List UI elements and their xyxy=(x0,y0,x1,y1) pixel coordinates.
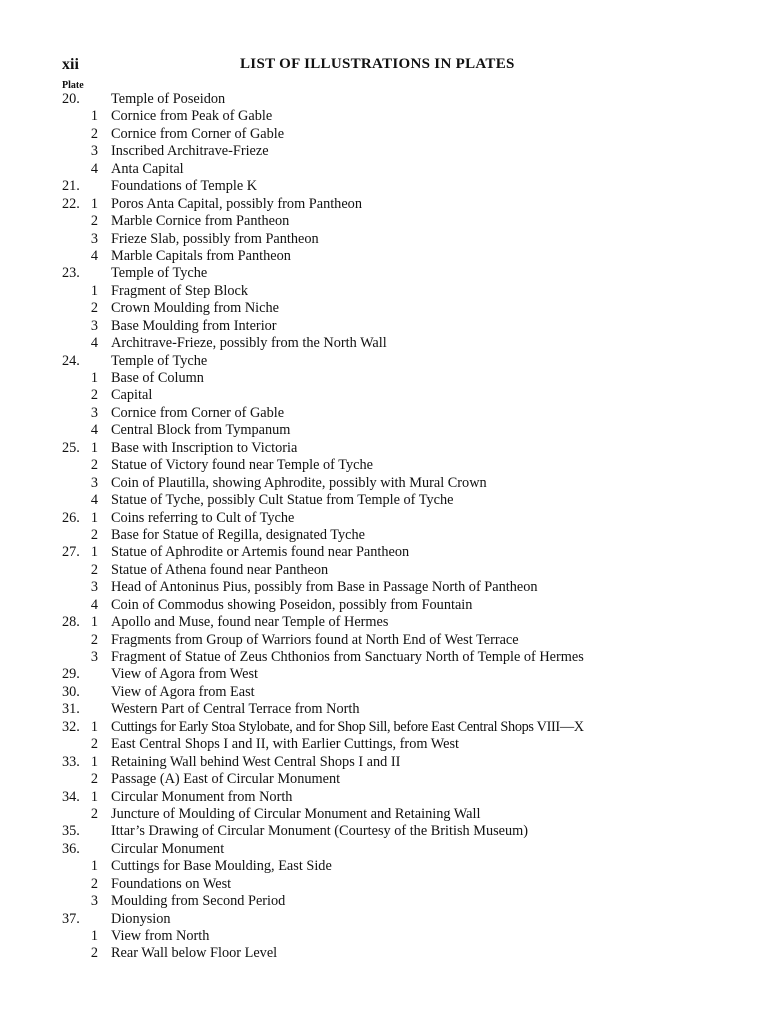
illustration-caption: Foundations of Temple K xyxy=(111,178,258,195)
list-item xyxy=(0,789,759,806)
list-item xyxy=(0,701,759,718)
figure-number: 4 xyxy=(90,422,98,439)
illustration-caption: Foundations on West xyxy=(111,875,232,892)
list-item xyxy=(0,475,759,492)
illustration-caption: Ittar’s Drawing of Circular Monument (Courtesy of the British Museum) xyxy=(111,823,529,840)
plate-number: 21. xyxy=(62,178,80,195)
list-item xyxy=(0,335,759,352)
plate-number: 32. xyxy=(62,718,80,735)
figure-number: 1 xyxy=(90,614,98,631)
plate-number: 37. xyxy=(62,910,80,927)
figure-number: 2 xyxy=(90,125,98,142)
list-item xyxy=(0,300,759,317)
figure-number: 1 xyxy=(90,718,98,735)
list-item xyxy=(0,736,759,753)
list-item xyxy=(0,544,759,561)
illustration-caption: Juncture of Moulding of Circular Monument and Retaining Wall xyxy=(111,805,481,822)
figure-number: 1 xyxy=(90,195,98,212)
illustration-caption: Anta Capital xyxy=(111,160,184,177)
list-item xyxy=(0,405,759,422)
figure-number: 2 xyxy=(90,736,98,753)
list-item xyxy=(0,945,759,962)
figure-number: 1 xyxy=(90,509,98,526)
list-item xyxy=(0,823,759,840)
list-item xyxy=(0,893,759,910)
illustration-caption: Base for Statue of Regilla, designated Tyche xyxy=(111,526,366,543)
figure-number: 3 xyxy=(90,143,98,160)
plate-number: 27. xyxy=(62,544,80,561)
figure-number: 4 xyxy=(90,247,98,264)
plate-number: 34. xyxy=(62,788,80,805)
illustration-caption: Cuttings for Early Stoa Stylobate, and for Shop Sill, before East Central Shops VIII—X xyxy=(111,718,584,735)
illustration-caption: Temple of Tyche xyxy=(111,352,208,369)
list-item xyxy=(0,196,759,213)
list-item xyxy=(0,370,759,387)
list-item xyxy=(0,178,759,195)
illustration-caption: Moulding from Second Period xyxy=(111,893,286,910)
figure-number: 2 xyxy=(90,875,98,892)
list-item xyxy=(0,231,759,248)
list-item xyxy=(0,265,759,282)
illustration-caption: Coins referring to Cult of Tyche xyxy=(111,509,295,526)
illustration-caption: Poros Anta Capital, possibly from Pantheon xyxy=(111,195,362,212)
plate-number: 24. xyxy=(62,352,80,369)
illustration-caption: Statue of Athena found near Pantheon xyxy=(111,561,329,578)
plate-number: 36. xyxy=(62,840,80,857)
figure-number: 1 xyxy=(90,788,98,805)
list-item xyxy=(0,387,759,404)
list-item xyxy=(0,632,759,649)
list-item xyxy=(0,318,759,335)
list-item xyxy=(0,876,759,893)
page-header xyxy=(62,56,662,80)
figure-number: 4 xyxy=(90,596,98,613)
list-item xyxy=(0,928,759,945)
figure-number: 1 xyxy=(90,928,98,944)
plate-number: 31. xyxy=(62,701,80,718)
plate-number: 23. xyxy=(62,265,80,282)
illustration-caption: Architrave-Frieze, possibly from the North Wall xyxy=(111,335,387,352)
plate-number: 25. xyxy=(62,439,80,456)
illustration-caption: Fragments from Group of Warriors found at North End of West Terrace xyxy=(111,631,519,648)
illustration-caption: Coin of Plautilla, showing Aphrodite, possibly with Mural Crown xyxy=(111,474,487,491)
illustration-caption: Coin of Commodus showing Poseidon, possibly from Fountain xyxy=(111,596,473,613)
illustration-caption: Central Block from Tympanum xyxy=(111,422,291,439)
figure-number: 3 xyxy=(90,230,98,247)
illustration-caption: Frieze Slab, possibly from Pantheon xyxy=(111,230,319,247)
illustration-caption: Statue of Aphrodite or Artemis found near Pantheon xyxy=(111,544,410,561)
figure-number: 3 xyxy=(90,579,98,596)
figure-number: 4 xyxy=(90,335,98,352)
list-item xyxy=(0,841,759,858)
illustration-caption: Circular Monument xyxy=(111,840,225,857)
figure-number: 2 xyxy=(90,945,98,962)
figure-number: 4 xyxy=(90,160,98,177)
list-item xyxy=(0,858,759,875)
figure-number: 2 xyxy=(90,300,98,317)
figure-number: 2 xyxy=(90,213,98,230)
plate-number: 28. xyxy=(62,614,80,631)
list-item xyxy=(0,422,759,439)
list-item xyxy=(0,719,759,736)
figure-number: 1 xyxy=(90,544,98,561)
figure-number: 2 xyxy=(90,457,98,474)
illustration-caption: Retaining Wall behind West Central Shops I and II xyxy=(111,753,401,770)
illustration-caption: Head of Antoninus Pius, possibly from Base in Passage North of Pantheon xyxy=(111,579,538,596)
list-item xyxy=(0,510,759,527)
list-item xyxy=(0,126,759,143)
list-item xyxy=(0,492,759,509)
figure-number: 1 xyxy=(90,370,98,386)
plate-number: 33. xyxy=(62,753,80,770)
plate-number: 29. xyxy=(62,666,80,683)
illustration-caption: Cornice from Peak of Gable xyxy=(111,108,273,125)
list-item xyxy=(0,457,759,474)
figure-number: 2 xyxy=(90,771,98,788)
list-item xyxy=(0,161,759,178)
list-item xyxy=(0,353,759,370)
illustration-caption: Rear Wall below Floor Level xyxy=(111,945,278,962)
list-item xyxy=(0,527,759,544)
plate-number: 26. xyxy=(62,509,80,526)
illustration-caption: Cuttings for Base Moulding, East Side xyxy=(111,858,332,875)
plate-number: 30. xyxy=(62,683,80,700)
list-item xyxy=(0,649,759,666)
page-number: xii xyxy=(62,56,79,73)
figure-number: 1 xyxy=(90,753,98,770)
list-item xyxy=(0,579,759,596)
list-item xyxy=(0,108,759,125)
illustration-caption: Cornice from Corner of Gable xyxy=(111,404,285,421)
figure-number: 3 xyxy=(90,404,98,421)
list-item xyxy=(0,754,759,771)
list-item xyxy=(0,213,759,230)
plate-number: 22. xyxy=(62,195,80,212)
figure-number: 2 xyxy=(90,561,98,578)
page-title: LIST OF ILLUSTRATIONS IN PLATES xyxy=(240,56,515,72)
figure-number: 1 xyxy=(90,108,98,125)
illustration-caption: Capital xyxy=(111,387,153,404)
figure-number: 3 xyxy=(90,317,98,334)
illustration-caption: Marble Capitals from Pantheon xyxy=(111,247,291,264)
figure-number: 1 xyxy=(90,282,98,299)
illustration-caption: Western Part of Central Terrace from North xyxy=(111,701,360,718)
figure-number: 4 xyxy=(90,492,98,509)
figure-number: 1 xyxy=(90,858,98,875)
illustration-caption: Statue of Tyche, possibly Cult Statue from Temple of Tyche xyxy=(111,492,454,509)
illustration-caption: Base of Column xyxy=(111,370,204,386)
illustration-caption: Fragment of Step Block xyxy=(111,282,248,299)
illustration-caption: Temple of Poseidon xyxy=(111,91,226,107)
illustration-caption: Circular Monument from North xyxy=(111,788,293,805)
figure-number: 2 xyxy=(90,805,98,822)
illustration-caption: East Central Shops I and II, with Earlier Cuttings, from West xyxy=(111,736,460,753)
list-item xyxy=(0,248,759,265)
illustration-caption: Base with Inscription to Victoria xyxy=(111,439,298,456)
plate-number: 35. xyxy=(62,823,80,840)
illustration-caption: Dionysion xyxy=(111,910,171,927)
plate-column-label: Plate xyxy=(62,80,84,91)
figure-number: 2 xyxy=(90,387,98,404)
illustration-caption: Fragment of Statue of Zeus Chthonios from Sanctuary North of Temple of Hermes xyxy=(111,649,584,665)
figure-number: 3 xyxy=(90,649,98,665)
list-item xyxy=(0,143,759,160)
list-item xyxy=(0,684,759,701)
figure-number: 1 xyxy=(90,439,98,456)
illustration-caption: Inscribed Architrave-Frieze xyxy=(111,143,269,160)
figure-number: 2 xyxy=(90,631,98,648)
illustration-caption: Crown Moulding from Niche xyxy=(111,300,279,317)
illustration-caption: Temple of Tyche xyxy=(111,265,208,282)
illustration-caption: Passage (A) East of Circular Monument xyxy=(111,771,341,788)
list-item xyxy=(0,283,759,300)
list-item xyxy=(0,440,759,457)
list-item xyxy=(0,666,759,683)
list-item xyxy=(0,911,759,928)
list-item xyxy=(0,562,759,579)
illustration-caption: View from North xyxy=(111,928,210,944)
figure-number: 2 xyxy=(90,526,98,543)
list-item xyxy=(0,91,759,108)
figure-number: 3 xyxy=(90,474,98,491)
illustration-caption: Apollo and Muse, found near Temple of Hermes xyxy=(111,614,389,631)
illustration-caption: View of Agora from East xyxy=(111,683,255,700)
illustration-list xyxy=(0,91,759,963)
illustration-caption: Marble Cornice from Pantheon xyxy=(111,213,290,230)
plate-number: 20. xyxy=(62,91,80,107)
illustration-caption: View of Agora from West xyxy=(111,666,259,683)
list-item xyxy=(0,614,759,631)
illustration-caption: Base Moulding from Interior xyxy=(111,317,277,334)
list-item xyxy=(0,771,759,788)
illustration-caption: Statue of Victory found near Temple of Tyche xyxy=(111,457,373,474)
figure-number: 3 xyxy=(90,893,98,910)
list-item xyxy=(0,806,759,823)
illustration-caption: Cornice from Corner of Gable xyxy=(111,125,285,142)
list-item xyxy=(0,597,759,614)
